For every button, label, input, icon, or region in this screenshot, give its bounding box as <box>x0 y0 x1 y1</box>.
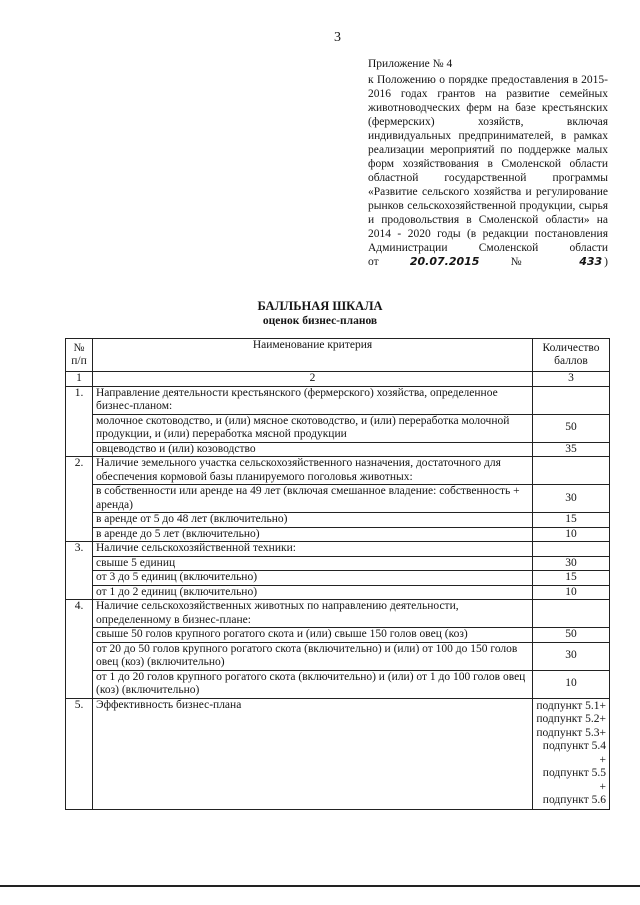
header-num: № п/п <box>66 339 93 372</box>
points-cell: 10 <box>533 670 610 698</box>
points-line: подпункт 5.5 + <box>542 767 606 793</box>
table-header-row <box>66 339 610 372</box>
appendix-date-line <box>368 255 608 269</box>
table-row <box>66 513 610 528</box>
points-line: подпункт 5.3+ <box>536 726 606 739</box>
appendix-body-text: к Положению о порядке предоставления в 2015-2016 годах грантов на развитие семейных животноводческих ферм на базе крестьянских (фермерских) хозяйств, включая индивидуальных предпринимателей, в рамках реализации мероприятий по поддержке малых форм хозяйствования в Смоленской области областной государственной программы «Развитие сельского хозяйства и регулирование рынков сельскохозяйственной продукции, сырья и продовольствия в Смоленской области» на 2014 - 2020 годы (в редакции постановления Администрации Смоленской области <box>368 74 608 254</box>
table-row <box>66 527 610 542</box>
criterion-option: от 3 до 5 единиц (включительно) <box>93 571 533 586</box>
table-row <box>66 571 610 586</box>
criterion-option: овцеводство и (или) козоводство <box>93 442 533 457</box>
table-index-row <box>66 372 610 387</box>
points-cell: 10 <box>533 527 610 542</box>
criterion-option: свыше 5 единиц <box>93 556 533 571</box>
section-number: 4. <box>66 600 93 699</box>
criterion-option: от 20 до 50 голов крупного рогатого скота (включительно) и (или) от 100 до 150 голов овец (коз) (включительно) <box>93 642 533 670</box>
table-row <box>66 442 610 457</box>
points-cell <box>533 698 610 809</box>
document-title: БАЛЛЬНАЯ ШКАЛА <box>257 299 383 313</box>
points-cell: 30 <box>533 485 610 513</box>
section-number: 2. <box>66 457 93 542</box>
page-number: 3 <box>334 30 341 45</box>
index-cell: 1 <box>66 372 93 387</box>
criterion-option: в аренде от 5 до 48 лет (включительно) <box>93 513 533 528</box>
points-cell: 15 <box>533 513 610 528</box>
points-line: подпункт 5.1+ <box>536 699 606 712</box>
points-cell: 50 <box>533 628 610 643</box>
table-row <box>66 556 610 571</box>
points-cell: 30 <box>533 556 610 571</box>
criterion-option: свыше 50 голов крупного рогатого скота и (или) свыше 150 голов овец (коз) <box>93 628 533 643</box>
criterion-title: Наличие сельскохозяйственной техники: <box>93 542 533 557</box>
points-line: подпункт 5.4 + <box>542 740 606 766</box>
table-row <box>66 642 610 670</box>
index-cell: 2 <box>93 372 533 387</box>
criterion-option: от 1 до 20 голов крупного рогатого скота (включительно) и (или) от 1 до 100 голов овец (коз) (включительно) <box>93 670 533 698</box>
criterion-option: от 1 до 2 единиц (включительно) <box>93 585 533 600</box>
appendix-title: Приложение № 4 <box>368 58 453 70</box>
index-cell: 3 <box>533 372 610 387</box>
points-cell: 10 <box>533 585 610 600</box>
closing-paren: ) <box>604 256 608 268</box>
points-cell: 35 <box>533 442 610 457</box>
points-cell: 15 <box>533 571 610 586</box>
table-row <box>66 628 610 643</box>
points-cell <box>533 600 610 628</box>
points-line: подпункт 5.6 <box>542 794 606 806</box>
table-row <box>66 600 610 628</box>
criterion-title: Наличие сельскохозяйственных животных по направлению деятельности, определенному в бизнес-плане: <box>93 600 533 628</box>
header-points: Количество баллов <box>533 339 610 372</box>
section-number: 5. <box>66 698 93 809</box>
table-row <box>66 485 610 513</box>
bottom-divider <box>0 885 640 887</box>
criterion-title: Наличие земельного участка сельскохозяйственного назначения, достаточного для обеспечения кормовой базы планируемого поголовья животных: <box>93 457 533 485</box>
criterion-title: Направление деятельности крестьянского (фермерского) хозяйства, определенное бизнес-планом: <box>93 386 533 414</box>
points-cell: 30 <box>533 642 610 670</box>
criterion-option: в аренде до 5 лет (включительно) <box>93 527 533 542</box>
points-cell <box>533 386 610 414</box>
table-row <box>66 414 610 442</box>
table-row <box>66 542 610 557</box>
header-name: Наименование критерия <box>93 339 533 372</box>
scoring-table <box>65 338 610 810</box>
points-cell <box>533 457 610 485</box>
number-prefix: № <box>510 256 548 268</box>
points-cell <box>533 542 610 557</box>
table-row <box>66 457 610 485</box>
section-number: 3. <box>66 542 93 600</box>
criterion-option: молочное скотоводство, и (или) мясное скотоводство, и (или) переработка молочной продукции, и (или) переработка мясной продукции <box>93 414 533 442</box>
handwritten-number: 433 <box>579 255 603 268</box>
points-line: подпункт 5.2+ <box>536 713 606 725</box>
handwritten-date: 20.07.2015 <box>409 255 480 268</box>
table-row <box>66 585 610 600</box>
table-row <box>66 698 610 809</box>
section-number: 1. <box>66 386 93 457</box>
criterion-option: в собственности или аренде на 49 лет (включая смешанное владение: собственность + аренда) <box>93 485 533 513</box>
criterion-title: Эффективность бизнес-плана <box>93 698 533 809</box>
document-subtitle: оценок бизнес-планов <box>262 315 378 327</box>
date-prefix: от <box>368 256 379 268</box>
points-cell: 50 <box>533 414 610 442</box>
table-row <box>66 670 610 698</box>
appendix-note <box>368 57 608 269</box>
table-row <box>66 386 610 414</box>
appendix-body <box>368 73 608 269</box>
